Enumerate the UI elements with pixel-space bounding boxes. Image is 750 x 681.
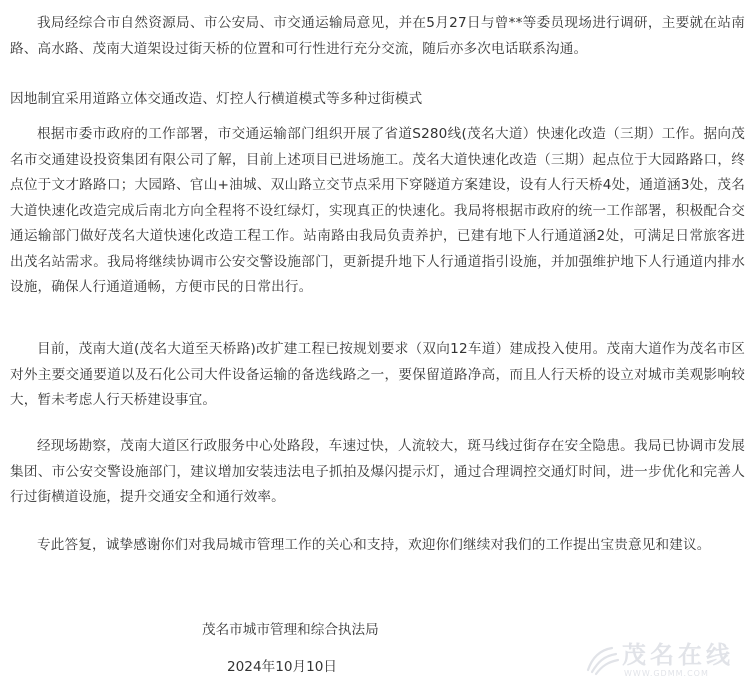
paragraph-maonan-avenue-expansion: 目前，茂南大道(茂名大道至天桥路)改扩建工程已按规划要求（双向12车道）建成投入使用。茂南大道作为茂名市区对外主要交通要道以及石化公司大件设备运输的备选线路之一，要保留道路净高，而且人行天桥的设立对城市美观影响较大，暂未考虑人行天桥建设事宜。 bbox=[10, 341, 745, 408]
site-watermark bbox=[582, 640, 747, 680]
signature-date: 2024年10月10日 bbox=[227, 659, 337, 675]
signature-organization: 茂名市城市管理和综合执法局 bbox=[202, 622, 379, 638]
watermark-brand: 茂名在线 bbox=[622, 641, 734, 669]
gdmm-logo-icon bbox=[582, 644, 620, 676]
paragraph-site-survey: 经现场勘察，茂南大道区行政服务中心处路段，车速过快，人流较大，斑马线过街存在安全隐患。我局已协调市发展集团、市公安交警设施部门，建议增加安装违法电子抓拍及爆闪提示灯，通过合理调控交通灯时间，进一步优化和完善人行过街横道设施，提升交通安全和通行效率。 bbox=[10, 438, 745, 505]
section-heading-crossing-modes: 因地制宜采用道路立体交通改造、灯控人行横道模式等多种过街模式 bbox=[10, 91, 423, 107]
watermark-url: WWW.GDMM.COM bbox=[624, 669, 709, 678]
paragraph-maoming-avenue-upgrade: 根据市委市政府的工作部署，市交通运输部门组织开展了省道S280线(茂名大道）快速化改造（三期）工作。据向茂名市交通建设投资集团有限公司了解，目前上述项目已进场施工。茂名大道快速化改造（三期）起点位于大园路路口，终点位于文才路路口；大园路、官山+油城、双山路立交节点采用下穿隧道方案建设，设有人行天桥4处，通道涵3处，茂名大道快速化改造完成后南北方向全程将不设红绿灯，实现真正的快速化。我局将根据市政府的统一工作部署，积极配合交通运输部门做好茂名大道快速化改造工程工作。站南路由我局负责养护，已建有地下人行通道涵2处，可满足日常旅客进出茂名站需求。我局将继续协调市公安交警设施部门，更新提升地下人行通道指引设施，并加强维护地下人行通道内排水设施，确保人行通道通畅，方便市民的日常出行。 bbox=[10, 126, 745, 295]
paragraph-site-investigation: 我局经综合市自然资源局、市公安局、市交通运输局意见，并在5月27日与曾**等委员现场进行调研，主要就在站南路、高水路、茂南大道架设过街天桥的位置和可行性进行充分交流，随后亦多次电话联系沟通。 bbox=[10, 15, 745, 57]
paragraph-closing-remarks: 专此答复，诚挚感谢你们对我局城市管理工作的关心和支持，欢迎你们继续对我们的工作提出宝贵意见和建议。 bbox=[37, 537, 711, 553]
